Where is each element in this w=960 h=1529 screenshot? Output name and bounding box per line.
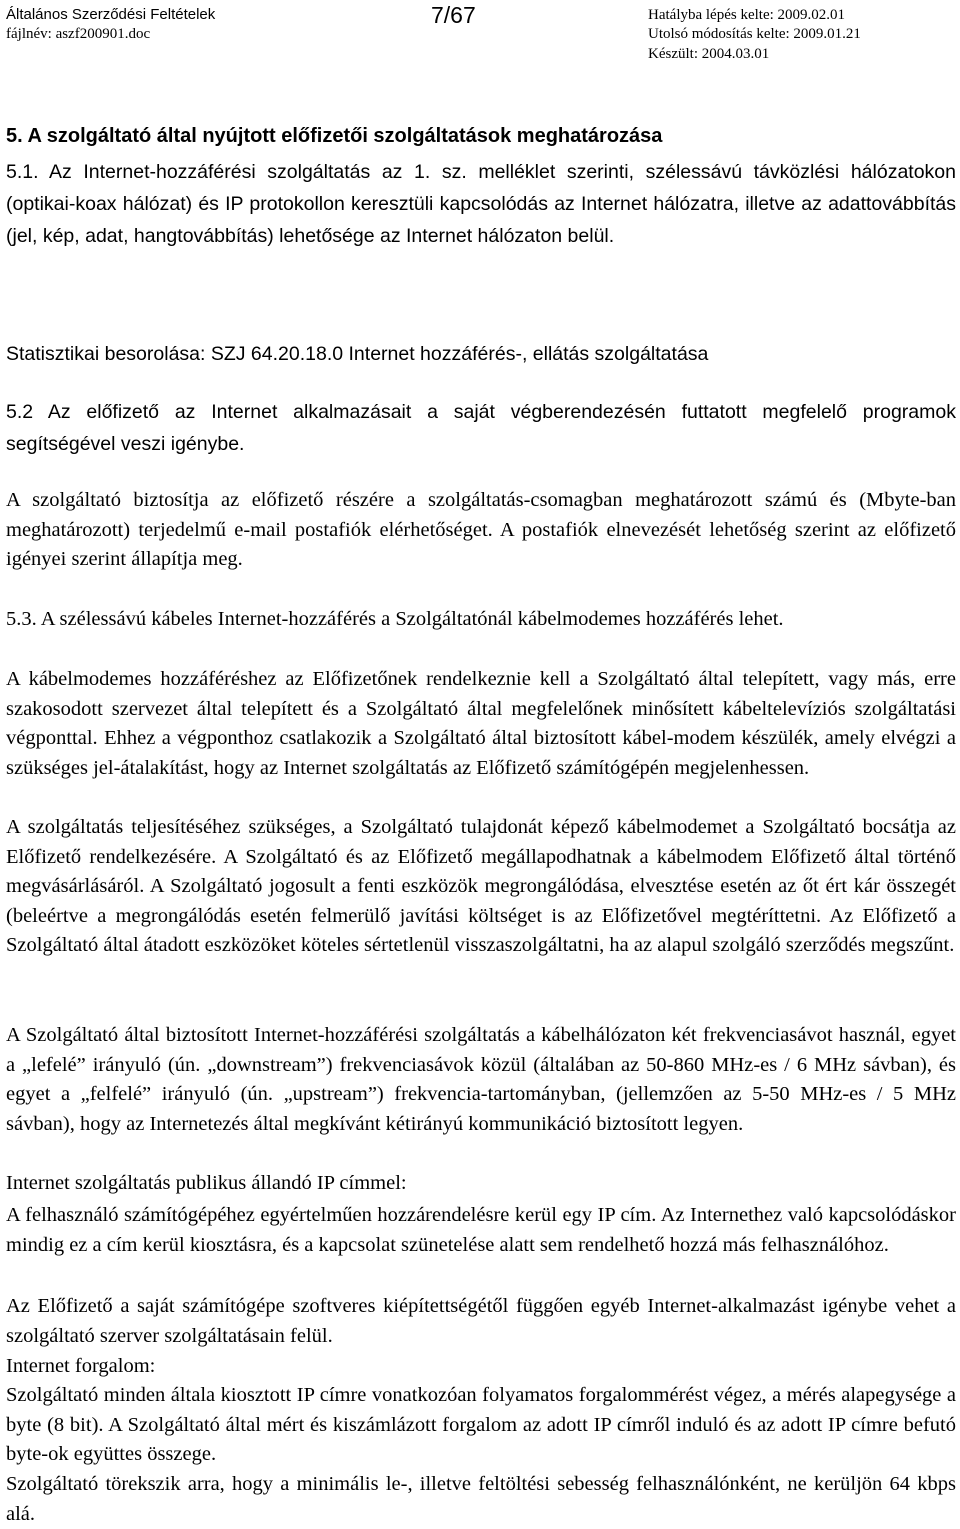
- paragraph-frequency-bands: A Szolgáltató által biztosított Internet-hozzáférési szolgáltatás a kábelhálózaton két frekvenciasávot használ, egyet a „lefelé” irányuló (ún. „downstream”) frekvenciasávok közül (általában az 50-860 MHz-es / 6 MHz sávban), és egyet a „felfelé” irányuló (ún. „upstream”) frekvencia-tartományban, (jellemzően az 5-50 MHz-es / 5 MHz sávban), hogy az Internetezés által megkívánt kétirányú kommunikáció biztosított legyen.: [6, 1024, 956, 1135]
- paragraph-email: A szolgáltató biztosítja az előfizető részére a szolgáltatás-csomagban meghatározott számú és (Mbyte-ban meghatározott) terjedelmű e-mail postafiók elérhetőséget. A postafiók elnevezését lehetőség szerint az előfizető igényei szerint állapítja meg.: [6, 489, 956, 571]
- paragraph-static-ip: A felhasználó számítógépéhez egyértelműen hozzárendelésre kerül egy IP cím. Az Internethez való kapcsolódáskor mindig ez a cím kerül kiosztásra, és a kapcsolat szünetelése alatt sem rendelhető hozzá más felhasználóhoz.: [6, 1204, 956, 1256]
- paragraph-traffic: Szolgáltató minden általa kiosztott IP címre vonatkozóan folyamatos forgalommérést végez, a mérés alapegysége a byte (8 bit). A Szolgáltató által mért és kiszámlázott forgalom az adott IP címről induló és az adott IP címre befutó byte-ok együttes összege.: [6, 1384, 956, 1466]
- header-doc-title: Általános Szerződési Feltételek: [6, 6, 216, 23]
- header-created-date: Készült: 2004.03.01: [648, 46, 770, 62]
- section-title: 5. A szolgáltató által nyújtott előfizetői szolgáltatások meghatározása: [6, 125, 663, 147]
- paragraph-min-speed: Szolgáltató törekszik arra, hogy a minimális le-, illetve feltöltési sebesség felhasználónként, ne kerüljön 64 kbps alá.: [6, 1473, 956, 1525]
- paragraph-5-1: 5.1. Az Internet-hozzáférési szolgáltatás az 1. sz. melléklet szerinti, szélessávú távközlési hálózatokon (optikai-koax hálózat) és IP protokollon keresztüli kapcsolódás az Internet hálózatra, illetve az adattovábbítás (jel, kép, adat, hangtovábbítás) lehetősége az Internet hálózaton belül.: [6, 161, 956, 247]
- paragraph-5-3: 5.3. A szélessávú kábeles Internet-hozzáférés a Szolgáltatónál kábelmodemes hozzáférés lehet.: [6, 608, 784, 630]
- paragraph-5-2: 5.2 Az előfizető az Internet alkalmazásait a saját végberendezésén futtatott megfelelő programok segítségével veszi igénybe.: [6, 401, 956, 455]
- paragraph-static-ip-heading: Internet szolgáltatás publikus állandó IP címmel:: [6, 1172, 407, 1194]
- paragraph-classification: Statisztikai besorolása: SZJ 64.20.18.0 Internet hozzáférés-, ellátás szolgáltatása: [6, 343, 709, 365]
- paragraph-cable-modem-access: A kábelmodemes hozzáféréshez az Előfizetőnek rendelkeznie kell a Szolgáltató által telepített, vagy más, erre szakosodott szervezet által telepített és a Szolgáltató által megfelelőnek minősített kábeltelevíziós szolgáltatási végponttal. Ehhez a végponthoz csatlakozik a Szolgáltató által biztosított kábel-modem készülék, amely elvégzi a szükséges jel-átalakítást, hogy az Internet szolgáltatás az Előfizető számítógépén megjelenhessen.: [6, 668, 956, 779]
- paragraph-software: Az Előfizető a saját számítógépe szoftveres kiépítettségétől függően egyéb Internet-alkalmazást igénybe vehet a szolgáltató szerver szolgáltatásain felül.: [6, 1295, 956, 1347]
- header-file-name: fájlnév: aszf200901.doc: [6, 26, 151, 42]
- paragraph-modem-ownership: A szolgáltatás teljesítéséhez szükséges, a Szolgáltató tulajdonát képező kábelmodemet a Szolgáltató bocsátja az Előfizető rendelkezésére. A Szolgáltató és az Előfizető megállapodhatnak a kábelmodem Előfizető által történő megvásárlásáról. A Szolgáltató jogosult a fenti eszközök megrongálódása, elvesztése esetén az őt ért kár összegét (beleértve a megrongálódás esetén felmerülő javítási költséget is az Előfizetővel megtéríttetni. Az Előfizető a Szolgáltató által átadott eszközöket köteles sértetlenül visszaszolgáltatni, ha az alapul szolgáló szerződés megszűnt.: [6, 816, 956, 957]
- paragraph-traffic-heading: Internet forgalom:: [6, 1355, 156, 1377]
- header-effective-date: Hatályba lépés kelte: 2009.02.01: [648, 7, 846, 23]
- header-page-number: 7/67: [431, 2, 476, 28]
- header-modified-date: Utolsó módosítás kelte: 2009.01.21: [648, 26, 861, 42]
